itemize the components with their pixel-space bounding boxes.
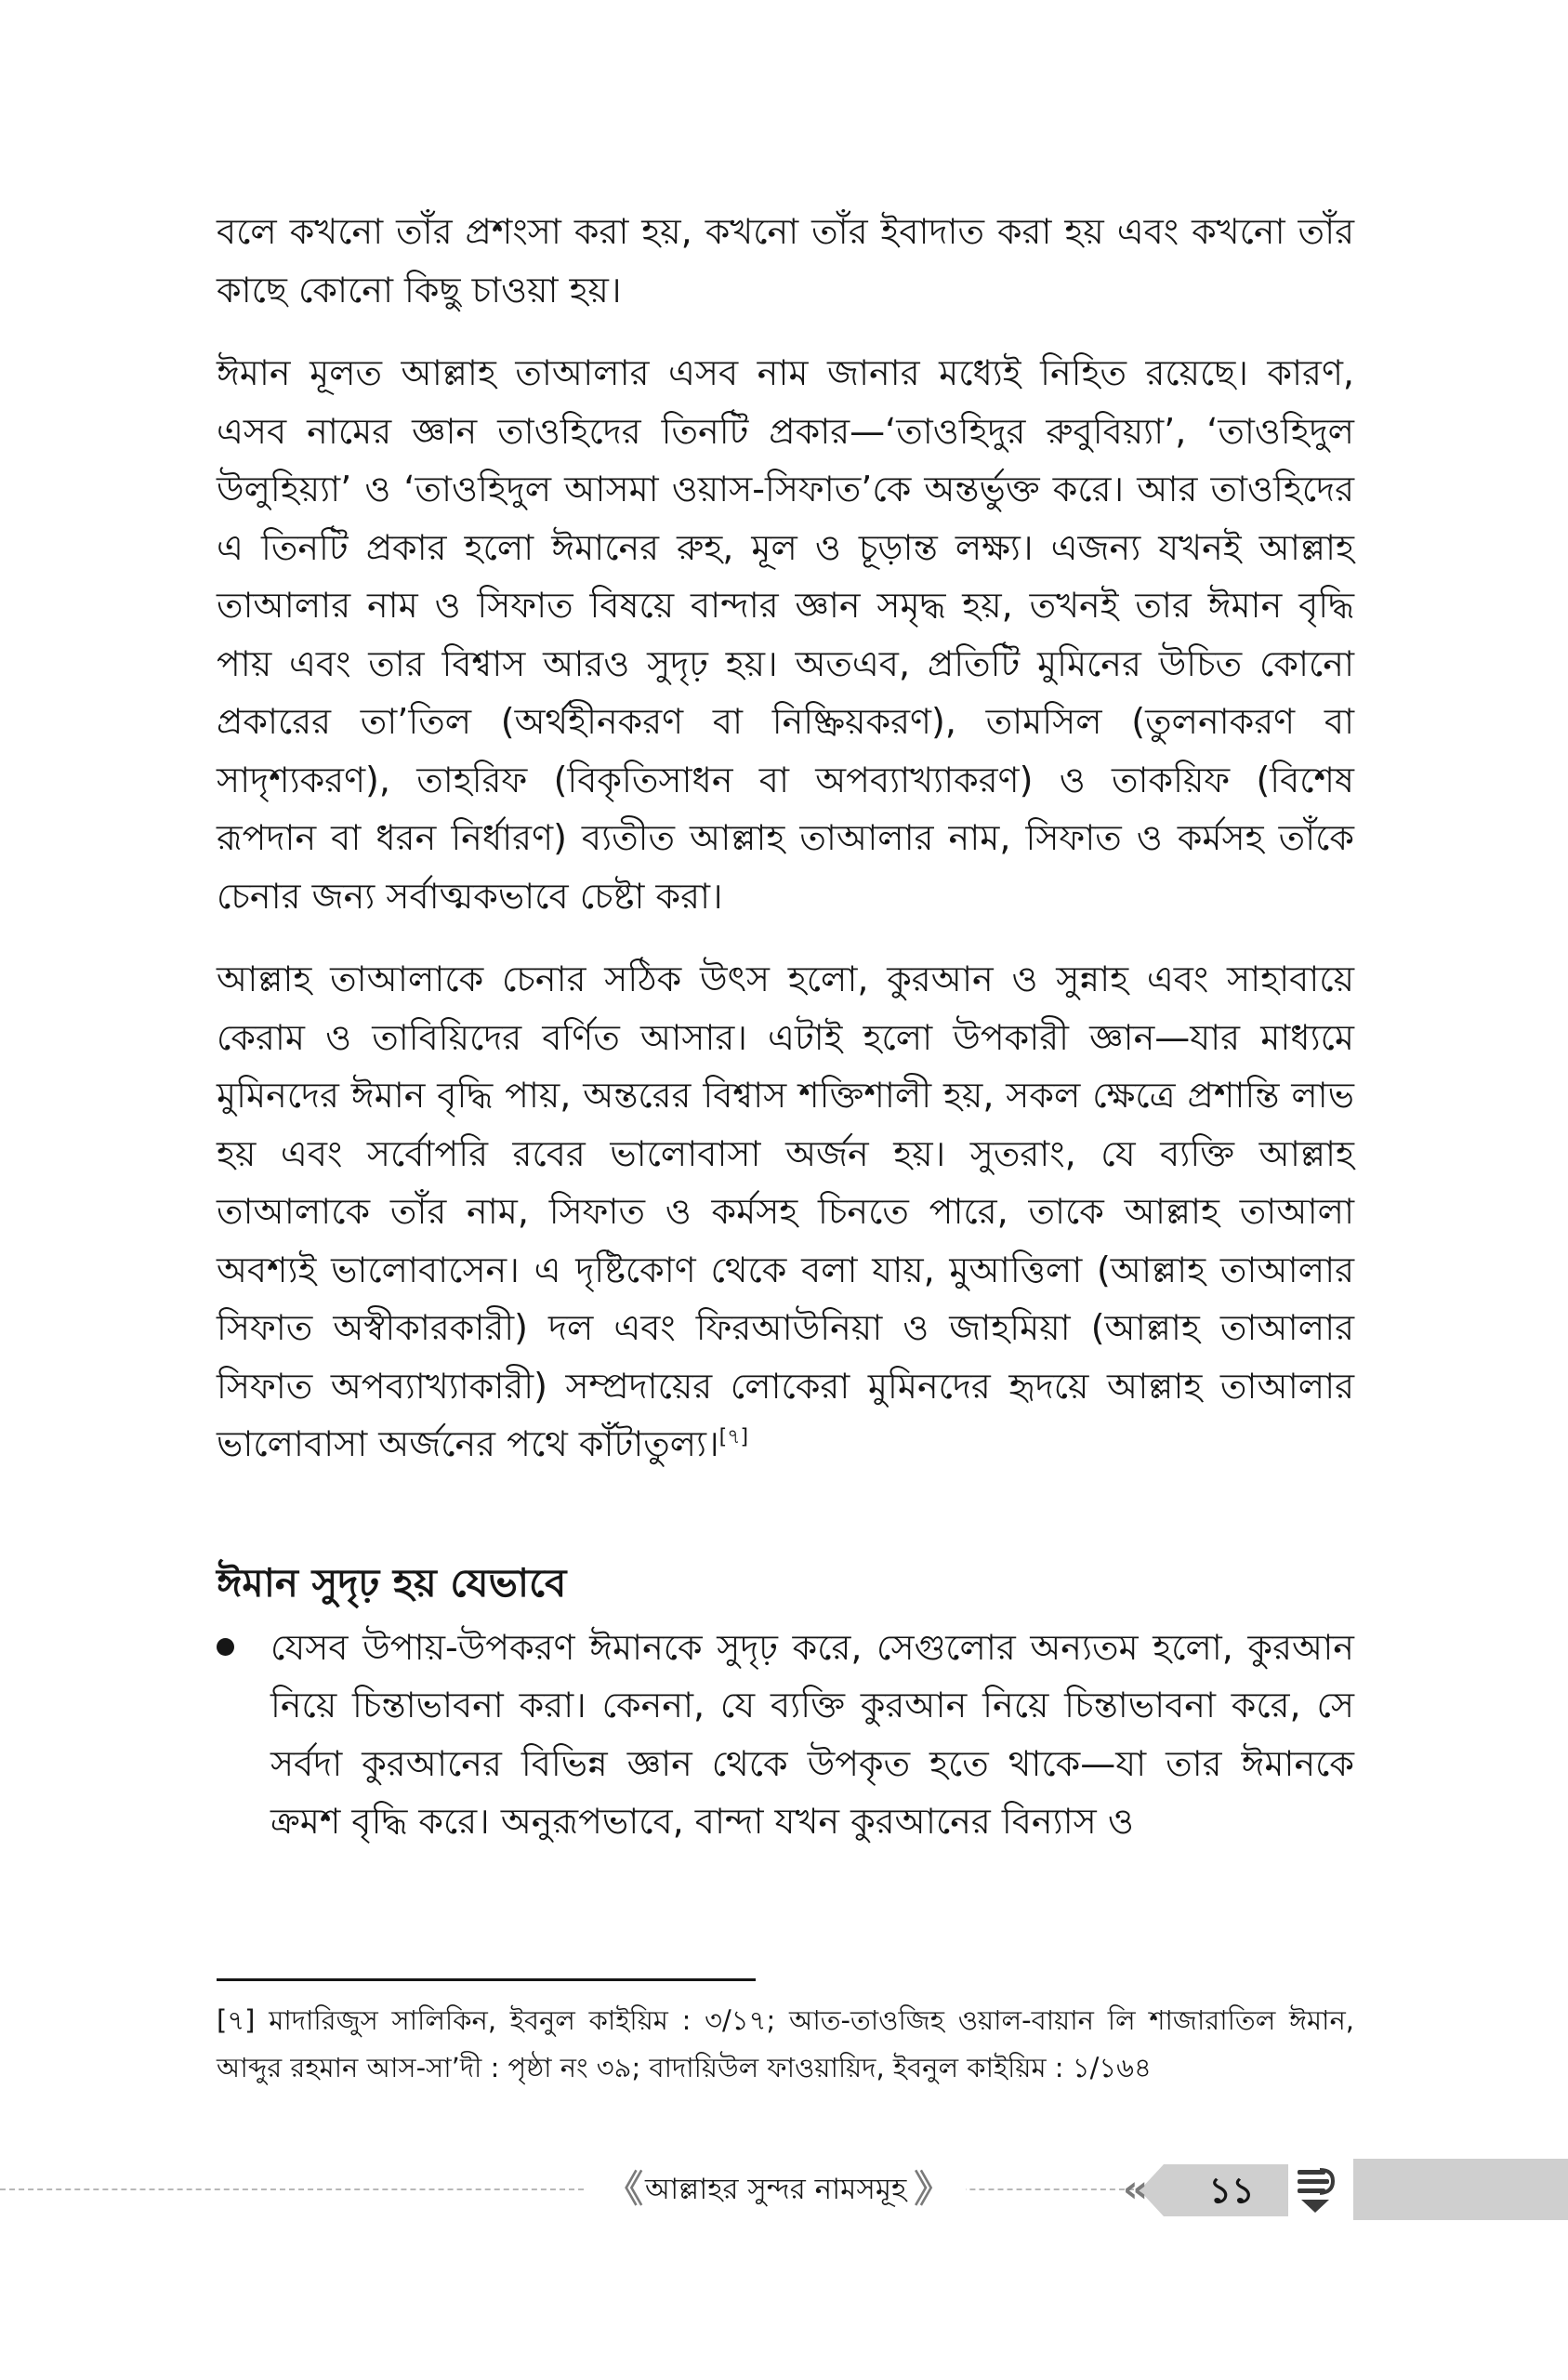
footer-dashed-line xyxy=(0,2188,1143,2190)
paragraph-3 xyxy=(217,950,1354,1474)
footnotes xyxy=(217,1997,1354,2092)
footnote-reference[interactable]: [৭] xyxy=(718,1425,749,1449)
bullet-dot-icon xyxy=(217,1638,234,1656)
page-body xyxy=(217,203,1354,1851)
section-heading: ঈমান সুদৃঢ় হয় যেভাবে xyxy=(217,1559,567,1606)
paragraph-3-text: আল্লাহ তাআলাকে চেনার সঠিক উৎস হলো, কুরআন ও সুন্নাহ এবং সাহাবায়ে কেরাম ও তাবিয়িদের বর্ণিত আসার। এটাই হলো উপকারী জ্ঞান—যার মাধ্যমে মুমিনদের ঈমান বৃদ্ধি পায়, অন্তরের বিশ্বাস শক্তিশালী হয়, সকল ক্ষেত্রে প্রশান্তি লাভ হয় এবং সর্বোপরি রবের ভালোবাসা অর্জন হয়। সুতরাং, যে ব্যক্তি আল্লাহ তাআলাকে তাঁর নাম, সিফাত ও কর্মসহ চিনতে পারে, তাকে আল্লাহ তাআলা অবশ্যই ভালোবাসেন। এ দৃষ্টিকোণ থেকে বলা যায়, মুআত্তিলা (আল্লাহ তাআলার সিফাত অস্বীকারকারী) দল এবং ফিরআউনিয়া ও জাহমিয়া (আল্লাহ তাআলার সিফাত অপব্যাখ্যাকারী) সম্প্রদায়ের লোকেরা মুমিনদের হৃদয়ে আল্লাহ তাআলার ভালোবাসা অর্জনের পথে কাঁটাতুল্য। xyxy=(217,959,1354,1464)
bullet-item-text: যেসব উপায়-উপকরণ ঈমানকে সুদৃঢ় করে, সেগুলোর অন্যতম হলো, কুরআন নিয়ে চিন্তাভাবনা করা। কেননা, যে ব্যক্তি কুরআন নিয়ে চিন্তাভাবনা করে, সে সর্বদা কুরআনের বিভিন্ন জ্ঞান থেকে উপকৃত হতে থাকে—যা তার ঈমানকে ক্রমশ বৃদ্ধি করে। অনুরূপভাবে, বান্দা যখন কুরআনের বিন্যাস ও xyxy=(270,1626,1354,1842)
left-chevrons-icon: 《 xyxy=(606,2168,638,2211)
bullet-item xyxy=(217,1619,1354,1851)
footer-book-title xyxy=(586,2166,966,2213)
paragraph-1: বলে কখনো তাঁর প্রশংসা করা হয়, কখনো তাঁর ইবাদাত করা হয় এবং কখনো তাঁর কাছে কোনো কিছু চাওয়া হয়। xyxy=(217,211,1354,311)
page-footer xyxy=(0,2159,1568,2220)
page-number: ১১ xyxy=(1208,2170,1255,2211)
paragraph-2: ঈমান মূলত আল্লাহ তাআলার এসব নাম জানার মধ্যেই নিহিত রয়েছে। কারণ, এসব নামের জ্ঞান তাওহিদের তিনটি প্রকার—‘তাওহিদুর রুবুবিয়্যা’, ‘তাওহিদুল উলুহিয়্যা’ ও ‘তাওহিদুল আসমা ওয়াস-সিফাত’কে অন্তর্ভুক্ত করে। আর তাওহিদের এ তিনটি প্রকার হলো ঈমানের রুহ, মূল ও চূড়ান্ত লক্ষ্য। এজন্য যখনই আল্লাহ তাআলার নাম ও সিফাত বিষয়ে বান্দার জ্ঞান সমৃদ্ধ হয়, তখনই তার ঈমান বৃদ্ধি পায় এবং তার বিশ্বাস আরও সুদৃঢ় হয়। অতএব, প্রতিটি মুমিনের উচিত কোনো প্রকারের তা’তিল (অর্থহীনকরণ বা নিষ্ক্রিয়করণ), তামসিল (তুলনাকরণ বা সাদৃশ্যকরণ), তাহরিফ (বিকৃতিসাধন বা অপব্যাখ্যাকরণ) ও তাকয়িফ (বিশেষ রূপদান বা ধরন নির্ধারণ) ব্যতীত আল্লাহ তাআলার নাম, সিফাত ও কর্মসহ তাঁকে চেনার জন্য সর্বাত্মকভাবে চেষ্টা করা। xyxy=(217,352,1354,917)
book-page-icon xyxy=(1294,2164,1335,2216)
footer-right-bar xyxy=(1353,2159,1568,2220)
book-title-text: আল্লাহর সুন্দর নামসমূহ xyxy=(645,2173,907,2206)
footnote-divider xyxy=(217,1978,756,1981)
page-chevron-icon: ‹‹ xyxy=(1123,2168,1142,2211)
footnote-7: [৭] মাদারিজুস সালিকিন, ইবনুল কাইয়িম : ৩/১৭; আত-তাওজিহ ওয়াল-বায়ান লি শাজারাতিল ঈমান, আব্দুর রহমান আস-সা’দী : পৃষ্ঠা নং ৩৯; বাদায়িউল ফাওয়ায়িদ, ইবনুল কাইয়িম : ১/১৬৪ xyxy=(217,2004,1354,2083)
right-chevrons-icon: 》 xyxy=(914,2168,946,2211)
